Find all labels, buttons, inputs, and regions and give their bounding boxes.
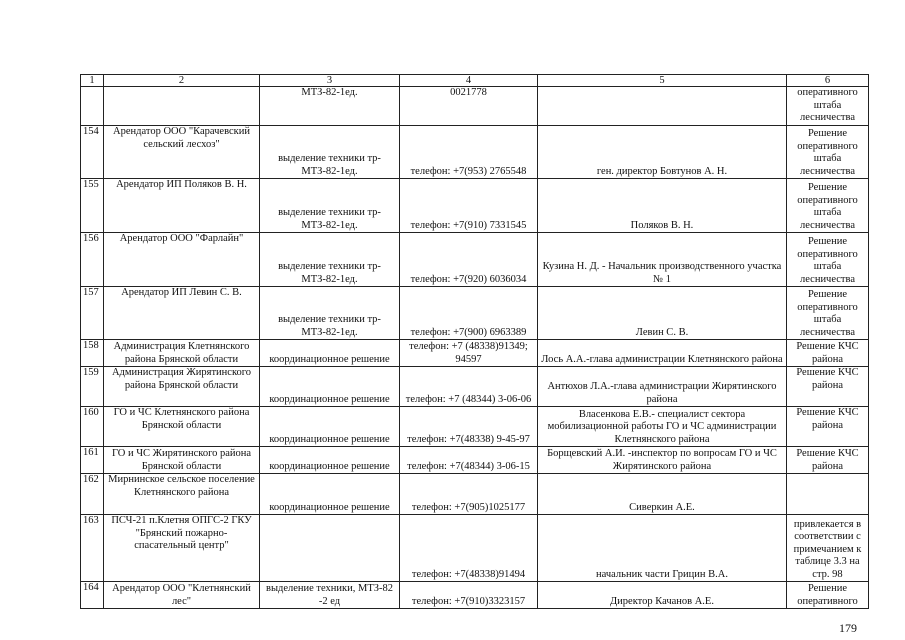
row-number: 160 <box>81 407 104 447</box>
contact-cell: Борщевский А.И. -инспектор по вопросам ГО и ЧС Жирятинского района <box>538 447 787 474</box>
resource-cell: выделение техники тр-МТЗ-82-1ед. <box>260 233 400 287</box>
organization-cell: Мирнинское сельское поселение Клетнянского района <box>104 474 260 515</box>
resource-cell <box>260 515 400 582</box>
basis-cell: Решение оперативного штаба лесничества <box>787 126 869 179</box>
resource-cell: координационное решение <box>260 340 400 367</box>
row-number: 156 <box>81 233 104 287</box>
basis-cell: Решение оперативного штаба лесничества <box>787 179 869 233</box>
resource-cell: координационное решение <box>260 367 400 407</box>
organization-cell: ГО и ЧС Клетнянского района Брянской области <box>104 407 260 447</box>
resource-table <box>80 74 869 609</box>
resource-cell: координационное решение <box>260 474 400 515</box>
row-number: 159 <box>81 367 104 407</box>
table-row <box>81 582 869 609</box>
table-row <box>81 447 869 474</box>
contact-cell: Кузина Н. Д. - Начальник производственного участка № 1 <box>538 233 787 287</box>
phone-cell: телефон: +7(910)3323157 <box>400 582 538 609</box>
contact-cell: Сиверкин А.Е. <box>538 474 787 515</box>
table-row <box>81 515 869 582</box>
organization-cell: Администрация Жирятинского района Брянской области <box>104 367 260 407</box>
header-cell-1: 1 <box>81 75 104 87</box>
basis-cell: Решение КЧС района <box>787 367 869 407</box>
basis-cell: Решение КЧС района <box>787 447 869 474</box>
row-number: 154 <box>81 126 104 179</box>
contact-cell: Лось А.А.-глава администрации Клетнянского района <box>538 340 787 367</box>
basis-cell: Решение оперативного <box>787 582 869 609</box>
row-number: 162 <box>81 474 104 515</box>
basis-cell: оперативного штаба лесничества <box>787 87 869 126</box>
resource-cell: МТЗ-82-1ед. <box>260 87 400 126</box>
phone-cell: телефон: +7 (48338)91349; 94597 <box>400 340 538 367</box>
basis-cell: Решение оперативного штаба лесничества <box>787 233 869 287</box>
organization-cell: ПСЧ-21 п.Клетня ОПГС-2 ГКУ "Брянский пожарно-спасательный центр" <box>104 515 260 582</box>
header-row <box>81 75 869 87</box>
organization-cell: Арендатор ООО "Клетнянский лес" <box>104 582 260 609</box>
organization-cell <box>104 87 260 126</box>
table-row <box>81 233 869 287</box>
basis-cell: Решение оперативного штаба лесничества <box>787 287 869 340</box>
contact-cell: Левин С. В. <box>538 287 787 340</box>
organization-cell: ГО и ЧС Жирятинского района Брянской области <box>104 447 260 474</box>
basis-cell <box>787 474 869 515</box>
phone-cell: телефон: +7(48344) 3-06-15 <box>400 447 538 474</box>
organization-cell: Арендатор ООО "Фарлайн" <box>104 233 260 287</box>
table-row <box>81 126 869 179</box>
basis-cell: Решение КЧС района <box>787 407 869 447</box>
table-row <box>81 340 869 367</box>
header-cell-2: 2 <box>104 75 260 87</box>
row-number: 163 <box>81 515 104 582</box>
organization-cell: Администрация Клетнянского района Брянской области <box>104 340 260 367</box>
table-row <box>81 87 869 126</box>
table-row <box>81 179 869 233</box>
table-row <box>81 367 869 407</box>
resource-cell: координационное решение <box>260 447 400 474</box>
phone-cell: телефон: +7(905)1025177 <box>400 474 538 515</box>
resource-cell: выделение техники тр-МТЗ-82-1ед. <box>260 287 400 340</box>
contact-cell <box>538 87 787 126</box>
organization-cell: Арендатор ИП Поляков В. Н. <box>104 179 260 233</box>
resource-cell: выделение техники тр-МТЗ-82-1ед. <box>260 179 400 233</box>
table-row <box>81 407 869 447</box>
phone-cell: телефон: +7(48338) 9-45-97 <box>400 407 538 447</box>
row-number: 155 <box>81 179 104 233</box>
contact-cell: Поляков В. Н. <box>538 179 787 233</box>
phone-cell: телефон: +7(48338)91494 <box>400 515 538 582</box>
phone-cell: телефон: +7(920) 6036034 <box>400 233 538 287</box>
row-number <box>81 87 104 126</box>
contact-cell: Власенкова Е.В.- специалист сектора мобилизационной работы ГО и ЧС администрации Клетнянского района <box>538 407 787 447</box>
contact-cell: Директор Качанов А.Е. <box>538 582 787 609</box>
resource-cell: выделение техники, МТЗ-82 -2 ед <box>260 582 400 609</box>
basis-cell: привлекается в соответствии с примечанием к таблице 3.3 на стр. 98 <box>787 515 869 582</box>
header-cell-3: 3 <box>260 75 400 87</box>
resource-cell: выделение техники тр-МТЗ-82-1ед. <box>260 126 400 179</box>
basis-cell: Решение КЧС района <box>787 340 869 367</box>
phone-cell: телефон: +7 (48344) 3-06-06 <box>400 367 538 407</box>
page-number: 179 <box>839 621 857 635</box>
header-cell-4: 4 <box>400 75 538 87</box>
row-number: 158 <box>81 340 104 367</box>
phone-cell: телефон: +7(910) 7331545 <box>400 179 538 233</box>
organization-cell: Арендатор ООО "Карачевский сельский лесхоз" <box>104 126 260 179</box>
phone-cell: телефон: +7(900) 6963389 <box>400 287 538 340</box>
contact-cell: ген. директор Бовтунов А. Н. <box>538 126 787 179</box>
contact-cell: начальник части Грицин В.А. <box>538 515 787 582</box>
header-cell-6: 6 <box>787 75 869 87</box>
resource-cell: координационное решение <box>260 407 400 447</box>
table-row <box>81 474 869 515</box>
row-number: 161 <box>81 447 104 474</box>
row-number: 164 <box>81 582 104 609</box>
table-row <box>81 287 869 340</box>
header-cell-5: 5 <box>538 75 787 87</box>
phone-cell: телефон: +7(953) 2765548 <box>400 126 538 179</box>
organization-cell: Арендатор ИП Левин С. В. <box>104 287 260 340</box>
row-number: 157 <box>81 287 104 340</box>
contact-cell: Антюхов Л.А.-глава администрации Жирятинского района <box>538 367 787 407</box>
phone-cell: 0021778 <box>400 87 538 126</box>
